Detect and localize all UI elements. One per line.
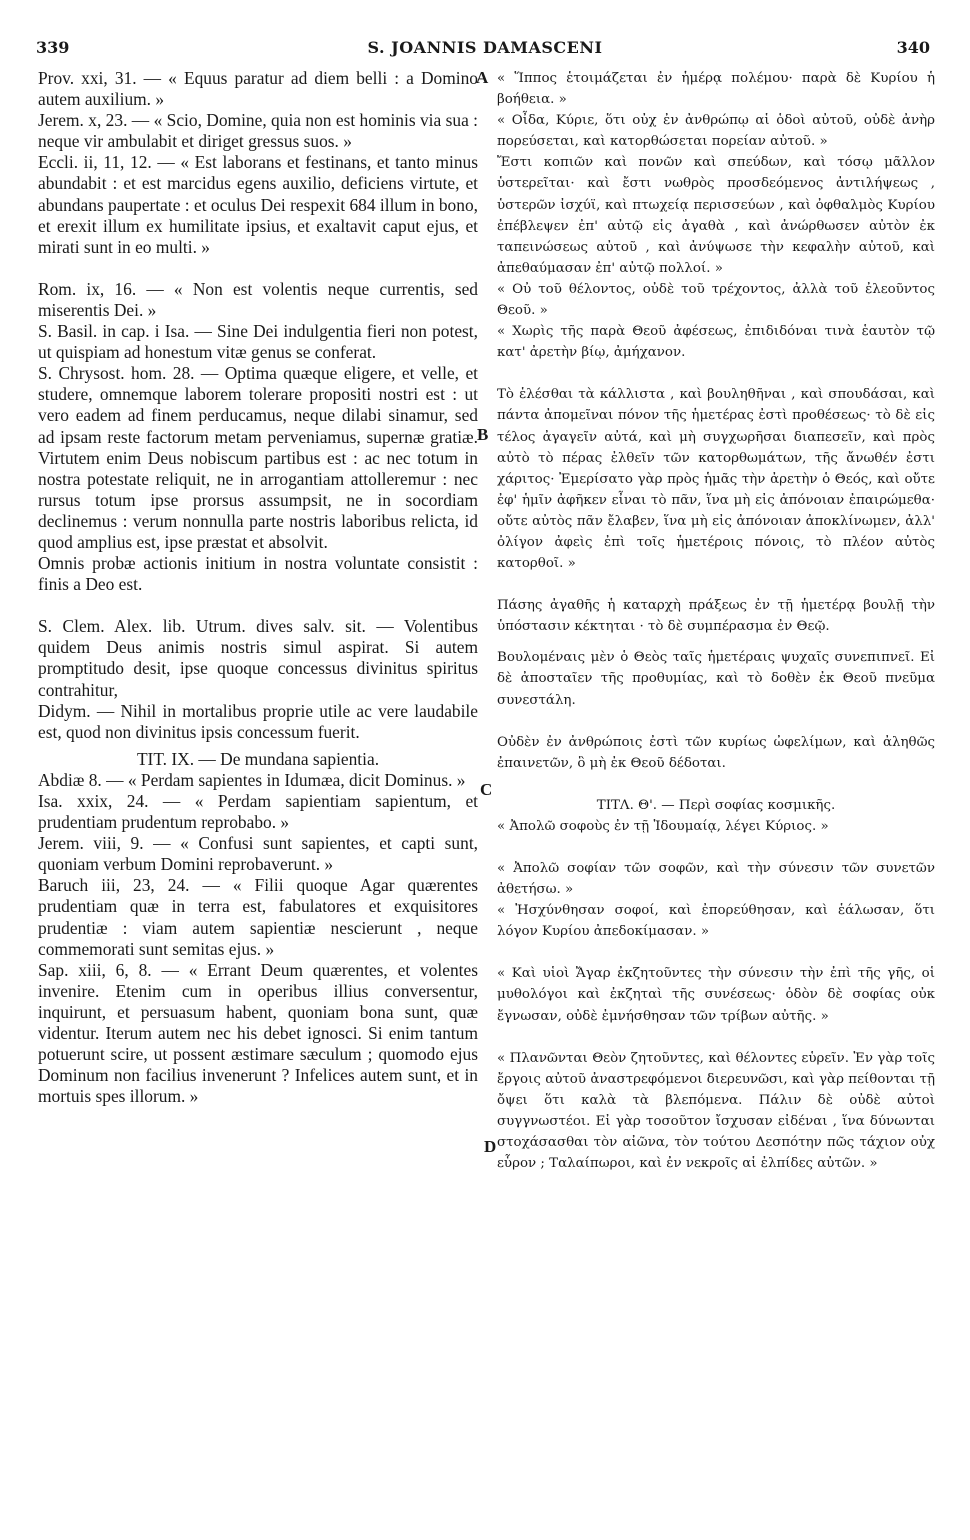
latin-paragraph: Baruch iii, 23, 24. — « Filii quoque Agar quærentes prudentiam quæ in terra est, fabulatores et exquisitores prudentiæ : viam autem sapientiæ nescierunt , neque commemorati sunt semitas ejus. »: [38, 875, 478, 959]
latin-paragraph: Prov. xxi, 31. — « Equus paratur ad diem belli : a Domino autem auxilium. »: [38, 68, 478, 110]
latin-paragraph: Sap. xiii, 6, 8. — « Errant Deum quærentes, et volentes invenire. Etenim cum in operibus illius conversentur, inquirunt, et persuasum habent, quoniam bona sunt, quæ videntur. Iterum autem nec his debet ignosci. Si enim tantum potuerunt scire, ut possent æstimare sæculum ; quomodo ejus Dominum non facilius invenerunt ? Infelices autem sunt, et in mortuis spes illorum. »: [38, 959, 478, 1107]
latin-paragraph: S. Basil. in cap. i Isa. — Sine Dei indulgentia fieri non potest, ut quispiam ad honestum vitæ genus se conferat.: [38, 321, 478, 363]
latin-paragraph: S. Clem. Alex. lib. Utrum. dives salv. sit. — Volentibus quidem Deus animis nostris simul aspirat. Si autem promptitudo desit, ipse quoque concessus divinitus spiritus contrahitur,: [38, 616, 478, 700]
greek-paragraph: Οὐδὲν ἐν ἀνθρώποις ἐστὶ τῶν κυρίως ὠφελίμων, καὶ ἀληθῶς ἐπαινετῶν, ὃ μὴ ἐκ Θεοῦ δέδοται.: [497, 734, 935, 771]
margin-letter-c: C: [480, 780, 493, 799]
margin-letter-b: B: [477, 425, 489, 444]
greek-paragraph: « Οὐ τοῦ θέλοντος, οὐδὲ τοῦ τρέχοντος, ἀλλὰ τοῦ ἐλεοῦντος Θεοῦ. »: [497, 281, 935, 319]
greek-paragraph: Πάσης ἀγαθῆς ἡ καταρχὴ πράξεως ἐν τῇ ἡμετέρᾳ βουλῇ τὴν ὑπόστασιν κέκτηται · τὸ δὲ συμπέρασμα ἐν Θεῷ.: [497, 598, 935, 635]
latin-paragraph: Eccli. ii, 11, 12. — « Est laborans et festinans, et tanto minus abundabit : et est marcidus egens auxilio, deficiens virtute, et abundans paupertate : et oculus Dei respexit 684 illum in bono, et erexit illum ex humilitate ipsius, et exaltavit caput ejus, et mirati sunt in eo multi. »: [38, 152, 478, 257]
greek-paragraph: « Πλανῶνται Θεὸν ζητοῦντες, καὶ θέλοντες εὑρεῖν. Ἐν γὰρ τοῖς ἔργοις αὐτοῦ ἀναστρεφόμενοι διερευνῶσι, καὶ γὰρ πείθονται τῇ ὄψει ὅτι καλὰ τὰ βλεπόμενα. Πάλιν δὲ οὐδὲ αὐτοὶ συγγνωστέοι. Εἰ γὰρ τοσοῦτον ἴσχυσαν εἰδέναι , ἵνα δύνωνται στοχάσασθαι τὸν αἰῶνα, τὸν τούτου Δεσπότην πῶς τάχιον οὐχ εὗρον ; Ταλαίπωροι, καὶ ἐν νεκροῖς αἱ ἐλπίδες αὐτῶν. »: [497, 1050, 935, 1172]
latin-paragraph: Rom. ix, 16. — « Non est volentis neque currentis, sed miserentis Dei. »: [38, 278, 478, 320]
margin-letter-d: D: [484, 1137, 497, 1156]
latin-section-title: TIT. IX. — De mundana sapientia.: [136, 748, 380, 769]
latin-paragraph: Isa. xxix, 24. — « Perdam sapientiam sapientum, et prudentiam prudentum reprobabo. »: [38, 791, 478, 833]
greek-paragraph: « Ἠσχύνθησαν σοφοί, καὶ ἐπορεύθησαν, καὶ ἑάλωσαν, ὅτι λόγον Κυρίου ἀπεδοκίμασαν. »: [497, 903, 935, 940]
margin-letter-a: A: [476, 68, 489, 87]
latin-paragraph: Abdiæ 8. — « Perdam sapientes in Idumæa, dicit Dominus. »: [38, 769, 466, 790]
greek-section-title: ΤΙΤΛ. Θ'. — Περὶ σοφίας κοσμικῆς.: [596, 797, 836, 813]
page-number-right: 340: [896, 38, 930, 57]
latin-paragraph: Jerem. x, 23. — « Scio, Domine, quia non est hominis via sua : neque vir ambulabit et diriget gressus suos. »: [38, 110, 478, 152]
greek-paragraph: « Ἵππος ἑτοιμάζεται ἐν ἡμέρᾳ πολέμου· παρὰ δὲ Κυρίου ἡ βοήθεια. »: [497, 71, 935, 108]
greek-paragraph: Ἔστι κοπιῶν καὶ πονῶν καὶ σπεύδων, καὶ τόσῳ μᾶλλον ὑστερεῖται· καὶ ἔστι νωθρὸς προσδεόμενος ἀντιλήψεως , ὑστερῶν ἰσχύϊ, καὶ πτωχείᾳ περισσεύων , καὶ ὀφθαλμὸς Κυρίου ἐπέβλεψεν ἐπ' αὐτῷ εἰς ἀγαθὰ , καὶ ἀνώρθωσεν αὐτὸν ἐκ ταπεινώσεως αὐτοῦ , καὶ ἀνύψωσε τὴν κεφαλὴν αὐτοῦ, καὶ ἀπεθαύμασαν ἐπ' αὐτῷ πολλοί. »: [497, 155, 935, 276]
greek-paragraph: « Χωρὶς τῆς παρὰ Θεοῦ ἀφέσεως, ἐπιδιδόναι τινὰ ἑαυτὸν τῷ κατ' ἀρετὴν βίῳ, ἀμήχανον.: [497, 324, 935, 361]
greek-paragraph: « Ἀπολῶ σοφίαν τῶν σοφῶν, καὶ τὴν σύνεσιν τῶν συνετῶν ἀθετήσω. »: [497, 861, 935, 898]
latin-column: [38, 68, 478, 1107]
greek-column: [497, 68, 935, 1174]
running-header: [0, 38, 970, 60]
latin-paragraph: Omnis probæ actionis initium in nostra voluntate consistit : finis a Deo est.: [38, 553, 478, 595]
latin-paragraph: Jerem. viii, 9. — « Confusi sunt sapientes, et capti sunt, quoniam verbum Domini reprobaverunt. »: [38, 833, 478, 875]
greek-paragraph: « Καὶ υἱοὶ Ἄγαρ ἐκζητοῦντες τὴν σύνεσιν τὴν ἐπὶ τῆς γῆς, οἱ μυθολόγοι καὶ ἐκζηταὶ τῆς συνέσεως· ὁδὸν δὲ σοφίας οὐκ ἔγνωσαν, οὐδὲ ἐμνήσθησαν τῶν τρίβων αὐτῆς. »: [497, 966, 935, 1024]
latin-paragraph: S. Chrysost. hom. 28. — Optima quæque eligere, et velle, et studere, omnemque laborem tolerare propositi nostri est : ut vero eadem ad finem perducamus, neque dilabi sinamur, sed ad ipsam reste factorum metam perveniamus, supernæ gratiæ. Virtutem enim Deus nobiscum partibus est : ac nec totum in nostra potestate reliquit, ne in arrogantiam attolleremur : nec rursus totum ipse prorsus assumpsit, ne in socordiam declinemus : verum nonnulla parte nostris laboribus relicta, id quod amplius est, ipse præstat et absolvit.: [38, 363, 478, 552]
greek-paragraph: Τὸ ἑλέσθαι τὰ κάλλιστα , καὶ βουληθῆναι , καὶ σπουδάσαι, καὶ πάντα ἀπομεῖναι πόνον τῆς ἡμετέρας ἐστὶ προθέσεως· τὸ δὲ εἰς τέλος ἀγαγεῖν αὐτά, καὶ μὴ συγχωρῆσαι διαπεσεῖν, καὶ πρὸς αὐτὸ τὸ πέρας ἐλθεῖν τῶν κατορθωμάτων, τῆς ἄνωθέν ἐστι χάριτος· Ἐμερίσατο γὰρ πρὸς ἡμᾶς τὴν ἀρετὴν ὁ Θεός, καὶ οὔτε ἐφ' ἡμῖν ἀφῆκεν εἶναι τὸ πᾶν, ἵνα μὴ εἰς ἀπόνοιαν ἐπαιρώμεθα· οὔτε αὐτὸς πᾶν ἔλαβεν, ἵνα μὴ εἰς ἀπόνοιαν ἀποκλίνωμεν, ἀλλ' ὀλίγον ἀφεὶς ἐπὶ τοῖς ἡμετέροις πόνοις, τὸ πλέον αὐτὸς κατορθοῖ. »: [497, 387, 935, 572]
greek-paragraph: « Ἀπολῶ σοφοὺς ἐν τῇ Ἰδουμαίᾳ, λέγει Κύριος. »: [497, 818, 829, 834]
latin-paragraph: Didym. — Nihil in mortalibus proprie utile ac vere laudabile est, quod non divinitus ipsis concessum fuerit.: [38, 700, 478, 742]
greek-paragraph: « Οἶδα, Κύριε, ὅτι οὐχ ἐν ἀνθρώπῳ αἱ ὁδοὶ αὐτοῦ, οὐδὲ ἀνὴρ πορεύσεται, καὶ κατορθώσεται πορείαν αὐτοῦ. »: [497, 113, 935, 150]
greek-paragraph: Βουλομέναις μὲν ὁ Θεὸς ταῖς ἡμετέραις ψυχαῖς συνεπιπνεῖ. Εἰ δὲ ἀποσταῖεν τῆς προθυμίας, καὶ τὸ δοθὲν ἐκ Θεοῦ πνεῦμα συνεστάλη.: [497, 650, 935, 708]
page-number-left: 339: [36, 38, 70, 57]
running-title: S. JOANNIS DAMASCENI: [367, 38, 603, 57]
